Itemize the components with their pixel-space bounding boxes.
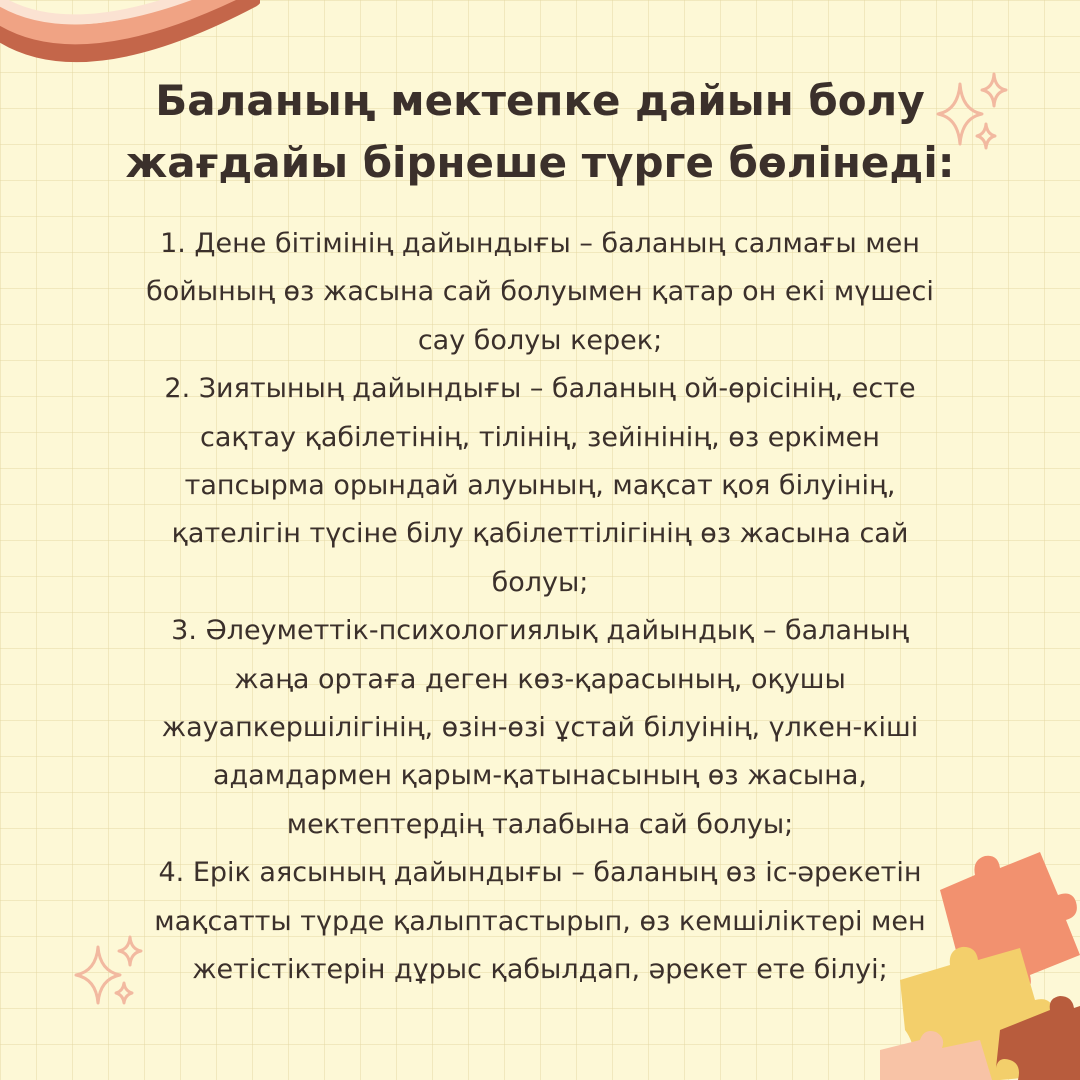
- body-text: [50, 220, 1030, 995]
- text-line: мақсатты түрде қалыптастырып, өз кемшіліктері мен: [154, 905, 926, 937]
- text-line: сау болуы керек;: [417, 324, 663, 356]
- title-line: жағдайы бірнеше түрге бөлінеді:: [125, 138, 955, 187]
- text-line: 3. Әлеуметтік-психологиялық дайындық – баланың: [171, 615, 909, 647]
- text-line: сақтау қабілетінің, тілінің, зейінінің, өз еркімен: [200, 421, 880, 453]
- text-line: жаңа ортаға деген көз-қарасының, оқушы: [234, 663, 846, 695]
- title-line: Баланың мектепке дайын болу: [155, 76, 925, 125]
- text-line: бойының өз жасына сай болуымен қатар он екі мүшесі: [146, 276, 934, 308]
- text-line: 4. Ерік аясының дайындығы – баланың өз іс-әрекетін: [158, 857, 922, 889]
- text-line: 1. Дене бітімінің дайындығы – баланың салмағы мен: [160, 228, 920, 259]
- text-line: жетістіктерін дұрыс қабылдап, әрекет ете білуі;: [192, 954, 888, 986]
- text-line: қателігін түсіне білу қабілеттілігінің өз жасына сай: [171, 518, 909, 550]
- text-line: жауапкершілігінің, өзін-өзі ұстай білуінің, үлкен-кіші: [161, 712, 919, 744]
- page-title: [40, 70, 1040, 194]
- text-line: болуы;: [491, 566, 589, 598]
- text-line: тапсырма орындай алуының, мақсат қоя білуінің,: [184, 470, 896, 502]
- text-line: 2. Зиятының дайындығы – баланың ой-өрісінің, есте: [164, 373, 916, 405]
- text-line: мектептердің талабына сай болуы;: [286, 808, 794, 840]
- text-line: адамдармен қарым-қатынасының өз жасына,: [212, 760, 868, 792]
